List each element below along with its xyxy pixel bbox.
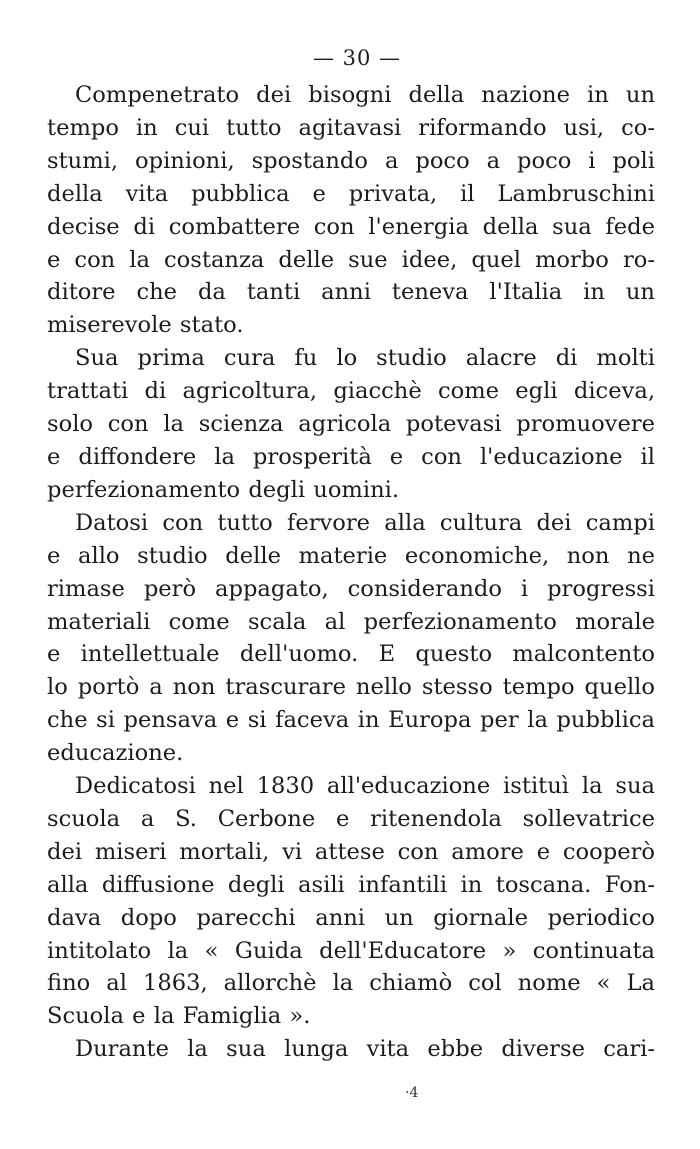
footer-mark: ·4: [405, 1085, 419, 1101]
page-number: — 30 —: [312, 46, 402, 70]
text-line: lo portò a non trascurare nello stesso tempo quello: [47, 674, 655, 701]
text-line: scuola a S. Cerbone e ritenendola sollevatrice: [47, 805, 655, 832]
text-line: decise di combattere con l'energia della sua fede: [47, 213, 655, 240]
text-line: stumi, opinioni, spostando a poco a poco i poli: [47, 147, 655, 174]
paragraph-4: [47, 770, 655, 1033]
text-line: perfezionamento degli uomini.: [47, 476, 400, 503]
text-line: Datosi con tutto fervore alla cultura dei campi: [75, 509, 655, 536]
book-page: [47, 44, 655, 1066]
text-line: materiali come scala al perfezionamento morale: [47, 608, 655, 635]
text-line: e con la costanza delle sue idee, quel morbo ro-: [47, 246, 655, 273]
text-line: educazione.: [47, 740, 184, 767]
text-line: Sua prima cura fu lo studio alacre di molti: [75, 345, 655, 372]
text-line: ditore che da tanti anni teneva l'Italia in un: [47, 279, 655, 306]
text-line: dei miseri mortali, vi attese con amore e cooperò: [47, 838, 655, 865]
text-line: Scuola e la Famiglia ».: [47, 1003, 311, 1030]
text-line: rimase però appagato, considerando i progressi: [47, 575, 655, 602]
text-line: Dedicatosi nel 1830 all'educazione istituì la sua: [75, 773, 655, 800]
text-line: e diffondere la prosperità e con l'educazione il: [47, 443, 655, 470]
paragraph-5: [47, 1033, 655, 1066]
text-line: dava dopo parecchi anni un giornale periodico: [47, 904, 655, 931]
text-line: della vita pubblica e privata, il Lambruschini: [47, 180, 655, 207]
text-line: miserevole stato.: [47, 312, 244, 339]
text-line: trattati di agricoltura, giacchè come egli diceva,: [47, 378, 655, 405]
paragraph-1: [47, 79, 655, 342]
text-line: tempo in cui tutto agitavasi riformando usi, co-: [47, 114, 655, 141]
text-line: e allo studio delle materie economiche, non ne: [47, 542, 655, 569]
text-line: solo con la scienza agricola potevasi promuovere: [47, 411, 655, 438]
paragraph-2: [47, 342, 655, 507]
text-line: che si pensava e si faceva in Europa per la pubblica: [47, 707, 655, 734]
paragraph-3: [47, 507, 655, 770]
text-line: Durante la sua lunga vita ebbe diverse cari-: [75, 1036, 655, 1063]
text-line: intitolato la « Guida dell'Educatore » continuata: [47, 937, 655, 964]
text-line: fino al 1863, allorchè la chiamò col nome « La: [47, 970, 655, 997]
text-line: e intellettuale dell'uomo. E questo malcontento: [47, 641, 655, 668]
text-line: Compenetrato dei bisogni della nazione in un: [75, 82, 655, 108]
text-line: alla diffusione degli asili infantili in toscana. Fon-: [47, 871, 655, 898]
